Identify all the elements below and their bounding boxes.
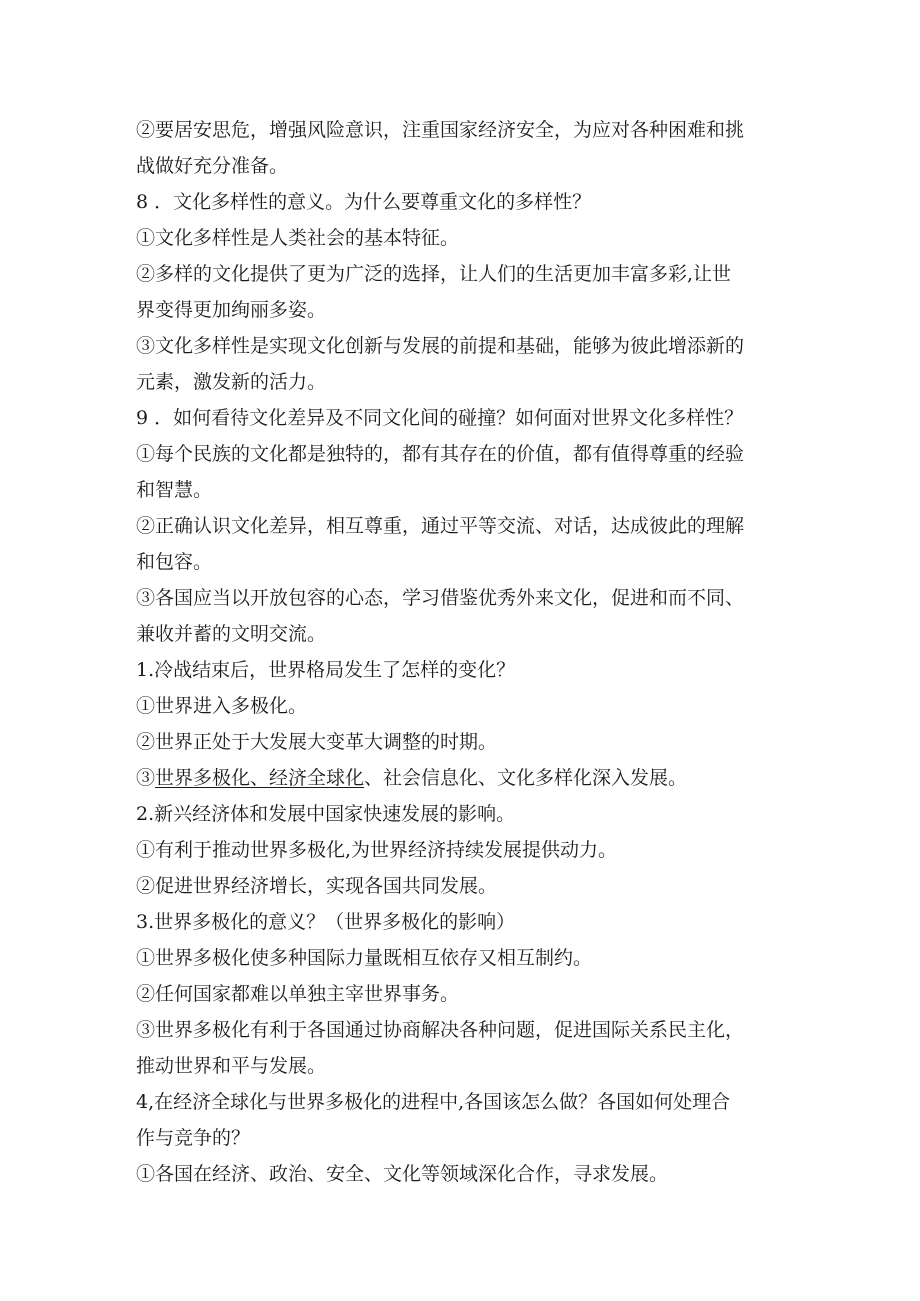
text-line: ③各国应当以开放包容的心态，学习借鉴优秀外来文化，促进和而不同、 bbox=[136, 587, 745, 609]
text-line: ②世界正处于大发展大变革大调整的时期。 bbox=[136, 731, 498, 753]
question-heading: 2.新兴经济体和发展中国家快速发展的影响。 bbox=[136, 803, 516, 825]
text-line: ①各国在经济、政治、安全、文化等领域深化合作，寻求发展。 bbox=[136, 1163, 669, 1185]
text-line: ②要居安思危，增强风险意识，注重国家经济安全，为应对各种困难和挑 bbox=[136, 119, 745, 141]
text-line: 元素，激发新的活力。 bbox=[136, 371, 327, 393]
text-line: 推动世界和平与发展。 bbox=[136, 1055, 327, 1077]
question-heading: 8 ．文化多样性的意义。为什么要尊重文化的多样性？ bbox=[136, 191, 592, 213]
underlined-text: 世界多极化、经济全球化 bbox=[155, 767, 365, 789]
text-line: ②多样的文化提供了更为广泛的选择，让人们的生活更加丰富多彩,让世 bbox=[136, 263, 732, 285]
text-line: 和包容。 bbox=[136, 551, 213, 573]
text-continuation: 、社会信息化、文化多样化深入发展。 bbox=[364, 767, 688, 789]
text-line: 兼收并蓄的文明交流。 bbox=[136, 623, 327, 645]
item-marker: ③ bbox=[136, 767, 156, 789]
question-heading: 3.世界多极化的意义？（世界多极化的影响） bbox=[136, 911, 516, 933]
question-heading: 作与竞争的？ bbox=[136, 1127, 251, 1149]
text-line: ②正确认识文化差异，相互尊重，通过平等交流、对话，达成彼此的理解 bbox=[136, 515, 745, 537]
text-line: 界变得更加绚丽多姿。 bbox=[136, 299, 327, 321]
text-line: ①世界进入多极化。 bbox=[136, 695, 308, 717]
text-line: ①世界多极化使多种国际力量既相互依存又相互制约。 bbox=[136, 947, 593, 969]
text-line: ②促进世界经济增长，实现各国共同发展。 bbox=[136, 875, 498, 897]
text-line-with-underline bbox=[136, 760, 786, 796]
question-heading: 4,在经济全球化与世界多极化的进程中,各国该怎么做？各国如何处理合 bbox=[136, 1091, 731, 1113]
text-line: 和智慧。 bbox=[136, 479, 213, 501]
text-line: ①文化多样性是人类社会的基本特征。 bbox=[136, 227, 460, 249]
question-heading: 1.冷战结束后，世界格局发生了怎样的变化？ bbox=[136, 659, 516, 681]
question-heading: 9 ．如何看待文化差异及不同文化间的碰撞？如何面对世界文化多样性？ bbox=[136, 407, 744, 429]
text-line: ①有利于推动世界多极化,为世界经济持续发展提供动力。 bbox=[136, 839, 618, 861]
text-line: ①每个民族的文化都是独特的，都有其存在的价值，都有值得尊重的经验 bbox=[136, 443, 745, 465]
text-line: ③世界多极化有利于各国通过协商解决各种问题，促进国际关系民主化， bbox=[136, 1019, 745, 1041]
text-line: ②任何国家都难以单独主宰世界事务。 bbox=[136, 983, 460, 1005]
document-body bbox=[136, 112, 786, 1192]
text-line: ③文化多样性是实现文化创新与发展的前提和基础，能够为彼此增添新的 bbox=[136, 335, 745, 357]
text-line: 战做好充分准备。 bbox=[136, 155, 289, 177]
